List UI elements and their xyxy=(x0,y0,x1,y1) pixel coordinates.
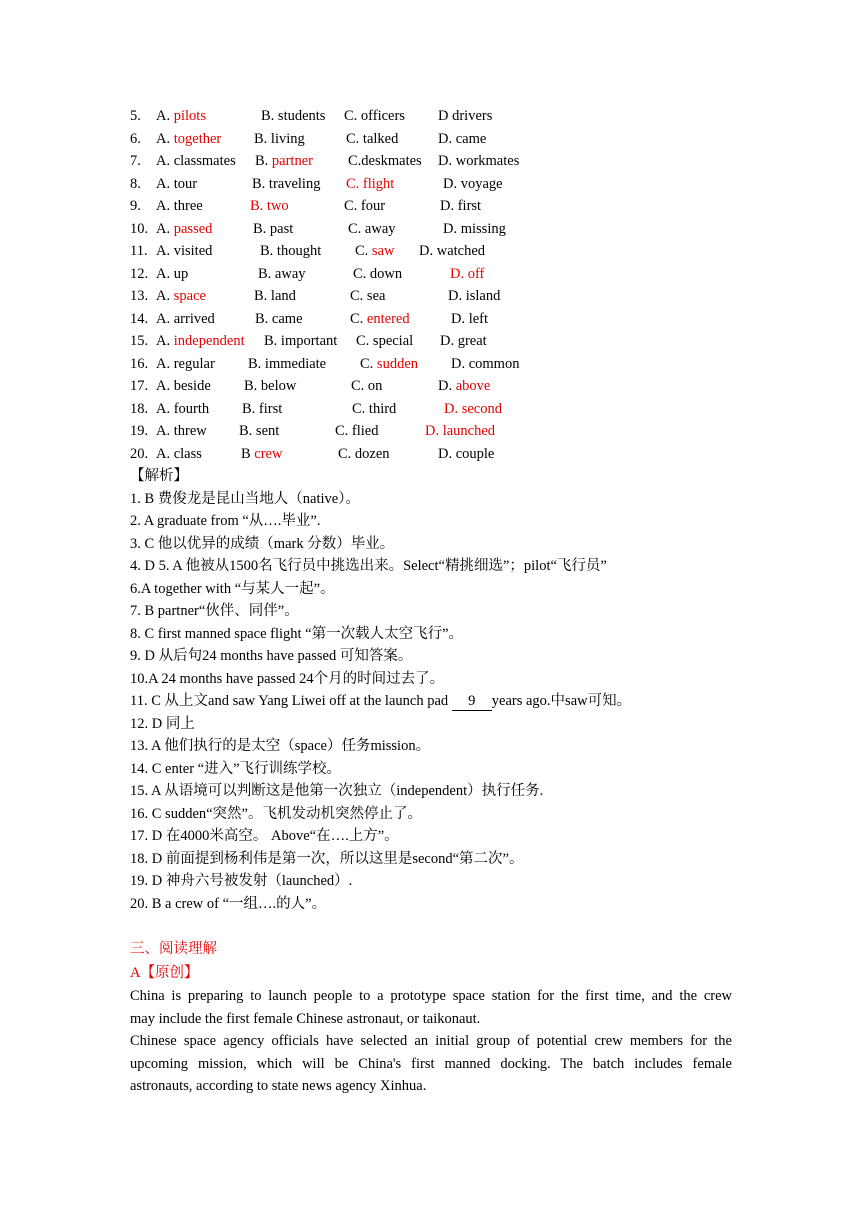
option-c: C. down xyxy=(353,265,403,282)
option-a: A. beside xyxy=(156,378,211,394)
analysis-line: 6.A together with “与某人一起”。 xyxy=(130,580,335,597)
question-number: 15. xyxy=(130,333,149,349)
option-letter: A. xyxy=(156,220,174,237)
question-number: 18. xyxy=(130,400,149,417)
analysis-line: 20. B a crew of “一组….的人”。 xyxy=(130,895,327,912)
question-row xyxy=(130,150,732,173)
blank-answer: 9 xyxy=(452,693,492,711)
option-b: B. students xyxy=(261,108,326,124)
option-a: A. fourth xyxy=(156,400,210,417)
analysis-line: 19. D 神舟六号被发射（launched）. xyxy=(130,873,353,889)
option-d: D. missing xyxy=(443,220,506,237)
question-row xyxy=(130,285,732,308)
analysis-line: 14. C enter “进入”飞行训练学校。 xyxy=(130,760,342,777)
analysis-text: 11. C 从上文and saw Yang Liwei off at the launch pad xyxy=(130,693,452,709)
option-letter: B. xyxy=(255,153,272,169)
option-c: C.deskmates xyxy=(348,153,422,169)
option-letter: C. xyxy=(355,243,372,259)
option-c xyxy=(355,240,394,263)
option-a: A. up xyxy=(156,265,189,282)
question-row xyxy=(130,398,732,421)
option-a: A. classmates xyxy=(156,153,236,169)
question-number: 12. xyxy=(130,265,149,282)
option-b: B. first xyxy=(242,400,283,417)
option-d: D. off xyxy=(450,265,485,282)
option-letter: C. xyxy=(350,310,367,327)
option-word: pilots xyxy=(173,108,206,124)
option-d: D. voyage xyxy=(443,175,503,192)
option-a xyxy=(156,105,206,128)
option-a: A. threw xyxy=(156,423,207,439)
question-number: 5. xyxy=(130,108,141,124)
option-d: D. island xyxy=(448,288,501,304)
option-letter: C. xyxy=(360,355,377,372)
analysis-line: 1. B 费俊龙是昆山当地人（native）。 xyxy=(130,490,360,507)
analysis-line: 4. D 5. A 他被从1500名飞行员中挑选出来。Select“精挑细选”；pilot“飞行员” xyxy=(130,558,607,574)
document-content xyxy=(130,105,732,1098)
option-c: C. dozen xyxy=(338,445,390,462)
option-d: D. launched xyxy=(425,423,496,439)
option-b: B. immediate xyxy=(248,355,327,372)
option-a: A. arrived xyxy=(156,310,215,327)
option-c: C. third xyxy=(352,400,397,417)
analysis-line: 3. C 他以优异的成绩（mark 分数）毕业。 xyxy=(130,535,395,552)
passage-line: upcoming mission, which will be China's first manned docking. The batch includes female xyxy=(130,1055,732,1072)
question-number: 19. xyxy=(130,423,149,439)
analysis-line: 8. C first manned space flight “第一次载人太空飞行”。 xyxy=(130,625,464,642)
option-letter: A. xyxy=(156,108,174,124)
option-d: D drivers xyxy=(438,108,493,124)
question-number: 17. xyxy=(130,378,149,394)
option-b: B. away xyxy=(258,265,306,282)
option-letter: A. xyxy=(156,333,174,349)
option-b xyxy=(255,150,313,173)
analysis-line: 13. A 他们执行的是太空（space）任务mission。 xyxy=(130,738,431,754)
option-letter: A. xyxy=(156,130,174,147)
option-a: A. visited xyxy=(156,243,213,259)
option-a xyxy=(156,128,221,151)
option-word: sudden xyxy=(376,355,419,372)
option-b: B. living xyxy=(254,130,305,147)
option-word: partner xyxy=(271,153,313,169)
option-b: B. came xyxy=(255,310,303,327)
option-d: D. left xyxy=(451,310,489,327)
option-word: space xyxy=(173,288,206,304)
option-b: B. two xyxy=(250,198,289,214)
question-number: 8. xyxy=(130,175,141,192)
option-b: B. thought xyxy=(260,243,322,259)
question-number: 7. xyxy=(130,153,141,169)
analysis-line: 18. D 前面提到杨利伟是第一次，所以这里是second“第二次”。 xyxy=(130,850,524,867)
option-b: B. land xyxy=(254,288,296,304)
option-c: C. away xyxy=(348,220,396,237)
option-d: D. couple xyxy=(438,445,495,462)
option-b: B. past xyxy=(253,220,294,237)
option-c xyxy=(360,353,418,376)
option-c: C. four xyxy=(344,198,386,214)
option-d: D. common xyxy=(451,355,520,372)
option-b: B. below xyxy=(244,378,297,394)
option-a: A. three xyxy=(156,198,203,214)
option-c: C. special xyxy=(356,333,414,349)
question-row xyxy=(130,353,732,376)
option-a xyxy=(156,218,212,241)
option-d: D. watched xyxy=(419,243,486,259)
option-a xyxy=(156,285,206,308)
question-row xyxy=(130,240,732,263)
question-number: 20. xyxy=(130,445,149,462)
question-number: 10. xyxy=(130,220,149,237)
question-number: 6. xyxy=(130,130,141,147)
passage-label: A【原创】 xyxy=(130,965,199,981)
option-a: A. regular xyxy=(156,355,215,372)
question-row xyxy=(130,308,732,331)
option-b: B. sent xyxy=(239,423,280,439)
question-number: 9. xyxy=(130,198,141,214)
option-b: B. traveling xyxy=(252,175,321,192)
analysis-line: 15. A 从语境可以判断这是他第一次独立（independent）执行任务. xyxy=(130,783,544,799)
option-c: C. flied xyxy=(335,423,379,439)
option-c xyxy=(350,308,410,331)
question-row xyxy=(130,263,732,286)
passage-line: China is preparing to launch people to a prototype space station for the first time, and the crew xyxy=(130,988,732,1004)
option-d: D. first xyxy=(440,198,482,214)
analysis-line: 9. D 从后句24 months have passed 可知答案。 xyxy=(130,648,413,664)
option-a: A. tour xyxy=(156,175,198,192)
option-word: crew xyxy=(254,445,283,462)
question-number: 13. xyxy=(130,288,149,304)
option-letter: D. xyxy=(438,378,456,394)
option-a xyxy=(156,330,245,353)
question-number: 16. xyxy=(130,355,149,372)
question-row xyxy=(130,105,732,128)
option-word: entered xyxy=(366,310,410,327)
question-row xyxy=(130,195,732,218)
analysis-list xyxy=(130,488,732,916)
option-d: D. came xyxy=(438,130,487,147)
option-c: C. flight xyxy=(346,175,395,192)
question-row xyxy=(130,330,732,353)
passage-line: Chinese space agency officials have selected an initial group of potential crew members for the xyxy=(130,1033,732,1049)
question-row xyxy=(130,443,732,466)
option-d: D. great xyxy=(440,333,487,349)
passage-line: may include the first female Chinese astronaut, or taikonaut. xyxy=(130,1010,481,1027)
question-row xyxy=(130,420,732,443)
analysis-line: 12. D 同上 xyxy=(130,715,195,732)
analysis-line: 17. D 在4000米高空。 Above“在….上方”。 xyxy=(130,828,399,844)
option-b xyxy=(241,443,282,466)
analysis-line: 2. A graduate from “从….毕业”. xyxy=(130,513,321,529)
option-d: D. workmates xyxy=(438,153,520,169)
option-word: above xyxy=(455,378,491,394)
option-letter: A. xyxy=(156,288,174,304)
option-a: A. class xyxy=(156,445,202,462)
analysis-heading: 【解析】 xyxy=(130,468,188,484)
question-row xyxy=(130,173,732,196)
analysis-line xyxy=(130,690,732,713)
option-c: C. talked xyxy=(346,130,399,147)
passage xyxy=(130,985,732,1098)
question-row xyxy=(130,218,732,241)
question-row xyxy=(130,128,732,151)
analysis-line: 10.A 24 months have passed 24个月的时间过去了。 xyxy=(130,670,445,687)
option-d xyxy=(438,375,490,398)
option-word: together xyxy=(173,130,222,147)
option-word: saw xyxy=(371,243,395,259)
option-c: C. on xyxy=(351,378,383,394)
option-c: C. sea xyxy=(350,288,386,304)
option-word: independent xyxy=(173,333,245,349)
question-row xyxy=(130,375,732,398)
option-letter: B xyxy=(241,445,255,462)
section-title: 三、阅读理解 xyxy=(130,941,217,957)
option-b: B. important xyxy=(264,333,338,349)
passage-line: astronauts, according to state news agency Xinhua. xyxy=(130,1078,427,1094)
question-number: 14. xyxy=(130,310,149,327)
analysis-line: 7. B partner“伙伴、同伴”。 xyxy=(130,603,299,619)
spacer xyxy=(130,915,732,937)
analysis-line: 16. C sudden“突然”。飞机发动机突然停止了。 xyxy=(130,805,422,822)
option-d: D. second xyxy=(444,400,502,417)
question-list xyxy=(130,105,732,465)
analysis-text: years ago.中saw可知。 xyxy=(491,693,632,709)
option-c: C. officers xyxy=(344,108,405,124)
option-word: passed xyxy=(173,220,213,237)
question-number: 11. xyxy=(130,243,148,259)
